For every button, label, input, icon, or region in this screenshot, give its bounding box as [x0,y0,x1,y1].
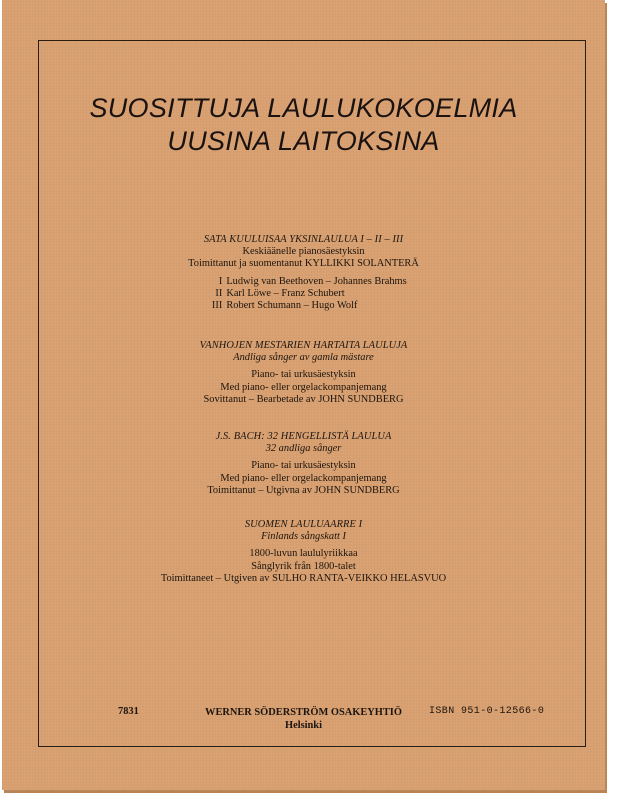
title-line-1: SUOSITTUJA LAULUKOKOELMIA [89,93,518,123]
collection-4 [2,519,605,585]
isbn-number: ISBN 951-0-12566-0 [429,706,545,717]
collection-heading: SUOMEN LAULUAARRE I [244,519,363,530]
collection-line: Med piano- eller orgelackompanjemang [220,472,387,484]
volume-item [200,288,406,300]
volume-composers: Ludwig van Beethoven – Johannes Brahms [226,275,407,287]
collection-line: Toimittanut ja suomentanut KYLLIKKI SOLANTERÄ [188,258,419,270]
publisher-city: Helsinki [285,720,322,731]
publisher-name: WERNER SÖDERSTRÖM OSAKEYHTIÖ [205,707,402,718]
volume-number: II [215,287,223,299]
collection-line: Piano- tai urkusäestyksin [251,369,356,381]
collection-line: 1800-luvun laululyriikkaa [249,548,358,560]
collection-line: Toimittaneet – Utgiven av SULHO RANTA-VEIKKO HELASVUO [160,572,447,584]
volume-item [200,276,406,288]
volume-item [200,300,406,312]
collection-line: Sovittanut – Bearbetade av JOHN SUNDBERG [203,393,404,405]
collection-subtitle: Finlands sångskatt I [261,531,346,543]
collection-subtitle: 32 andliga sånger [265,443,342,455]
collection-2 [2,340,605,406]
collection-3 [2,431,605,497]
catalog-number: 7831 [118,706,139,717]
volume-composers: Robert Schumann – Hugo Wolf [226,300,358,312]
collection-heading: J.S. BACH: 32 HENGELLISTÄ LAULUA [215,431,392,442]
collection-line: Piano- tai urkusäestyksin [251,460,356,472]
collection-heading: VANHOJEN MESTARIEN HARTAITA LAULUJA [199,340,408,351]
volume-number: III [211,300,223,312]
collection-line: Med piano- eller orgelackompanjemang [220,381,387,393]
book-cover [2,0,605,790]
volume-composers: Karl Löwe – Franz Schubert [226,287,345,299]
collection-line: Sånglyrik från 1800-talet [251,560,356,572]
volume-number: I [218,275,223,287]
cover-title [2,92,605,158]
collection-line: Keskiäänelle pianosäestyksin [242,246,365,258]
collection-1 [2,234,605,312]
collection-subtitle: Andliga sånger av gamla mästare [233,352,374,364]
volume-list [200,276,406,313]
collection-line: Toimittanut – Utgivna av JOHN SUNDBERG [207,484,400,496]
title-line-2: UUSINA LAITOKSINA [167,126,440,156]
collection-heading: SATA KUULUISAA YKSINLAULUA I – II – III [203,234,404,245]
